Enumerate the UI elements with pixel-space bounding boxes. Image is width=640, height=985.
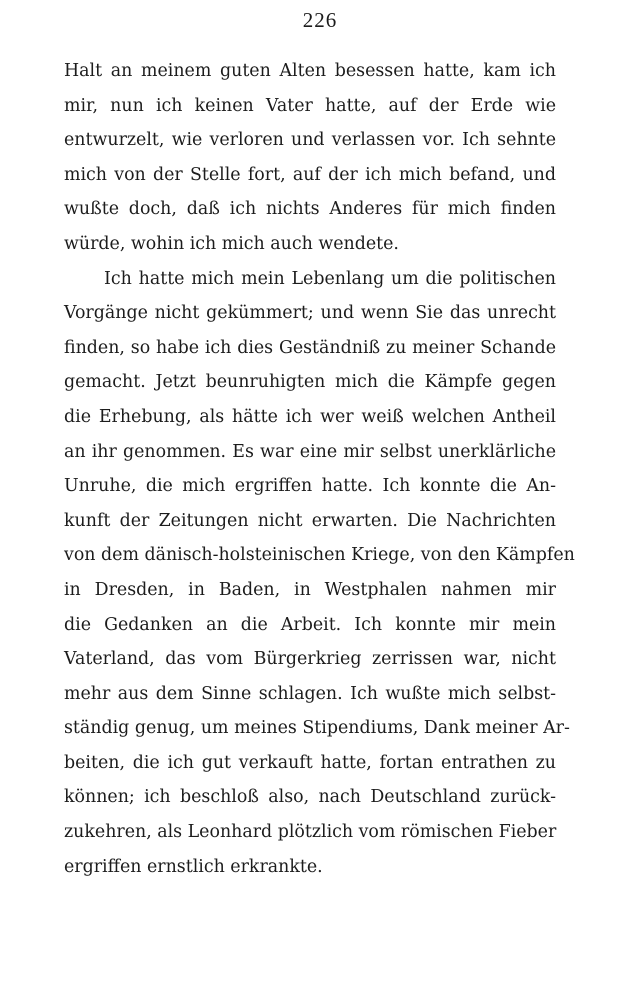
- text-line: entwurzelt, wie verloren und verlassen vor. Ich sehnte: [64, 130, 556, 151]
- text-line: zukehren, als Leonhard plötzlich vom römischen Fieber: [64, 822, 557, 843]
- text-line: Vaterland, das vom Bürgerkrieg zerrissen war, nicht: [64, 649, 556, 670]
- text-line: kunft der Zeitungen nicht erwarten. Die Nachrichten: [64, 510, 556, 531]
- text-line: in Dresden, in Baden, in Westphalen nahmen mir: [64, 579, 556, 600]
- text-line: finden, so habe ich dies Geständniß zu meiner Schande: [64, 337, 556, 358]
- text-line: die Erhebung, als hätte ich wer weiß welchen Antheil: [64, 406, 556, 427]
- text-line: Unruhe, die mich ergriffen hatte. Ich konnte die An-: [64, 476, 556, 497]
- text-line: Vorgänge nicht gekümmert; und wenn Sie das unrecht: [64, 303, 556, 324]
- text-line: Halt an meinem guten Alten besessen hatte, kam ich: [64, 61, 556, 81]
- page-number: 226: [302, 8, 338, 32]
- text-line: mehr aus dem Sinne schlagen. Ich wußte mich selbst-: [64, 683, 556, 704]
- text-line: ständig genug, um meines Stipendiums, Dank meiner Ar-: [64, 718, 570, 739]
- text-line: beiten, die ich gut verkauft hatte, fortan entrathen zu: [64, 752, 556, 773]
- text-line: an ihr genommen. Es war eine mir selbst unerklärliche: [64, 441, 556, 462]
- text-line: gemacht. Jetzt beunruhigten mich die Kämpfe gegen: [64, 372, 556, 393]
- text-line: würde, wohin ich mich auch wendete.: [64, 233, 399, 254]
- text-line: die Gedanken an die Arbeit. Ich konnte mir mein: [64, 614, 556, 635]
- text-line: können; ich beschloß also, nach Deutschland zurück-: [64, 787, 556, 808]
- text-line: mich von der Stelle fort, auf der ich mich befand, und: [64, 164, 556, 185]
- text-line: von dem dänisch-holsteinischen Kriege, von den Kämpfen: [64, 545, 575, 566]
- text-line: Ich hatte mich mein Lebenlang um die politischen: [104, 268, 556, 289]
- text-line: mir, nun ich keinen Vater hatte, auf der Erde wie: [64, 95, 556, 116]
- text-line: wußte doch, daß ich nichts Anderes für mich finden: [64, 199, 556, 220]
- text-line: ergriffen ernstlich erkrankte.: [64, 856, 323, 877]
- body-text: [64, 54, 575, 884]
